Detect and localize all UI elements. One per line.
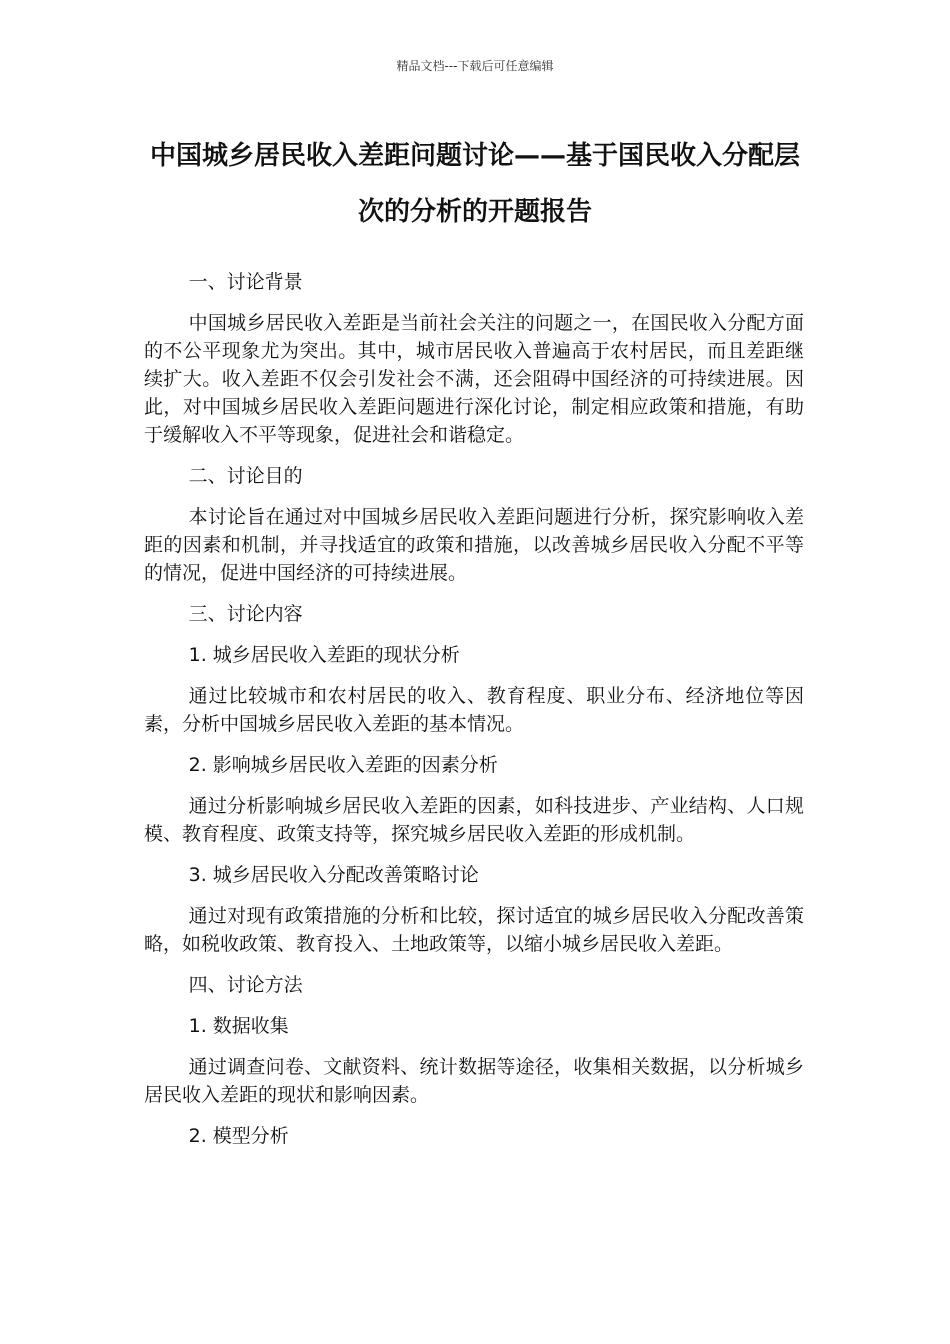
subheading-status-analysis: 1. 城乡居民收入差距的现状分析 <box>188 644 460 666</box>
header-note: 精品文档---下载后可任意编辑 <box>396 59 554 73</box>
subheading-improvement-strategy: 3. 城乡居民收入分配改善策略讨论 <box>188 864 479 886</box>
section-heading-methods: 四、讨论方法 <box>188 974 303 996</box>
paragraph-status-analysis: 通过比较城市和农村居民的收入、教育程度、职业分布、经济地位等因素，分析中国城乡居民收入差距的基本情况。 <box>144 685 804 735</box>
section-heading-purpose: 二、讨论目的 <box>188 465 303 487</box>
paragraph-improvement-strategy: 通过对现有政策措施的分析和比较，探讨适宜的城乡居民收入分配改善策略，如税收政策、教育投入、土地政策等，以缩小城乡居民收入差距。 <box>144 905 804 955</box>
subheading-data-collection: 1. 数据收集 <box>188 1015 289 1037</box>
paragraph-background: 中国城乡居民收入差距是当前社会关注的问题之一，在国民收入分配方面的不公平现象尤为突出。其中，城市居民收入普遍高于农村居民，而且差距继续扩大。收入差距不仅会引发社会不满，还会阻碍中国经济的可持续进展。因此，对中国城乡居民收入差距问题进行深化讨论，制定相应政策和措施，有助于缓解收入不平等现象，促进社会和谐稳定。 <box>144 312 804 446</box>
paragraph-purpose: 本讨论旨在通过对中国城乡居民收入差距问题进行分析，探究影响收入差距的因素和机制，并寻找适宜的政策和措施，以改善城乡居民收入分配不平等的情况，促进中国经济的可持续进展。 <box>144 506 804 584</box>
paragraph-factor-analysis: 通过分析影响城乡居民收入差距的因素，如科技进步、产业结构、人口规模、教育程度、政策支持等，探究城乡居民收入差距的形成机制。 <box>144 795 804 845</box>
subheading-model-analysis: 2. 模型分析 <box>188 1125 289 1147</box>
section-heading-content: 三、讨论内容 <box>188 603 303 625</box>
section-heading-background: 一、讨论背景 <box>188 271 303 293</box>
document-title: 中国城乡居民收入差距问题讨论——基于国民收入分配层次的分析的开题报告 <box>149 141 800 227</box>
document-body <box>144 268 804 1163</box>
subheading-factor-analysis: 2. 影响城乡居民收入差距的因素分析 <box>188 754 498 776</box>
paragraph-data-collection: 通过调查问卷、文献资料、统计数据等途径，收集相关数据，以分析城乡居民收入差距的现状和影响因素。 <box>144 1056 804 1106</box>
